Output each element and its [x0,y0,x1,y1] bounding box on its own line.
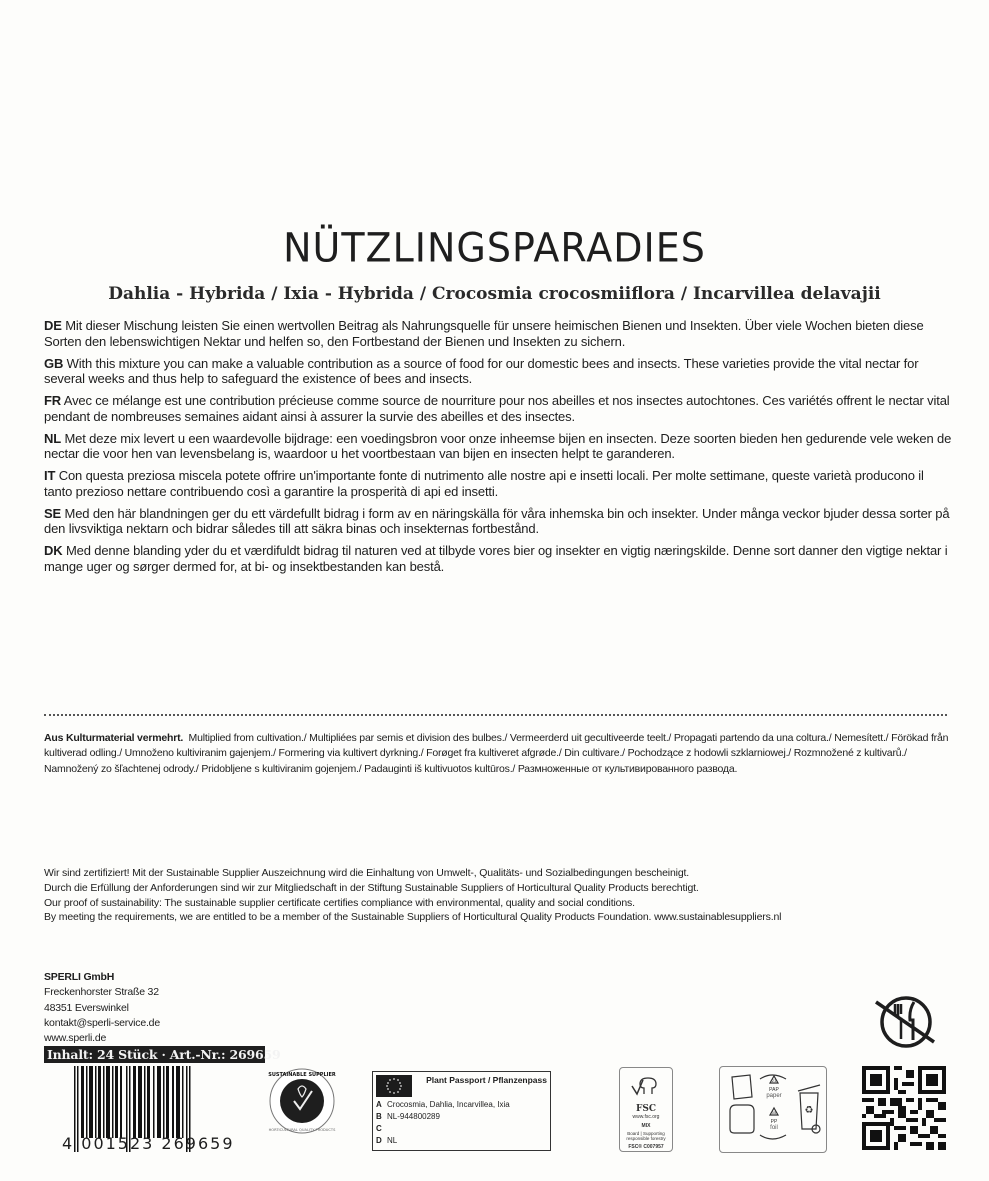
description-de [44,318,954,349]
fsc-type: MIX [641,1123,651,1129]
company-name: SPERLI GmbH [44,971,115,983]
description-fr [44,393,954,424]
svg-text:HORTICULTURAL QUALITY PRODUCTS: HORTICULTURAL QUALITY PRODUCTS [268,1128,336,1132]
description-text: Con questa preziosa miscela potete offrire un'importante fonte di nutrimento alle nostre api e insetti locali. Per molte settimane, queste varietà producono il tanto prezioso nettare contribuendo così a garantire la prosperità di api ed insetti. [44,468,924,499]
language-code: GB [44,355,64,371]
cert-line: Durch die Erfüllung der Anforderungen sind wir zur Mitgliedschaft in der Stiftung Sustainable Suppliers of Horticultural Quality Products berechtigt. [44,881,699,894]
product-title: NÜTZLINGSPARADIES [283,224,706,272]
cultivation-text: Multiplied from cultivation./ Multipliées par semis et division des bulbes./ Vermeerderd uit gecultiveerde teelt./ Propagati partendo da una coltura./ Nemesített./ Förökad från kultiverad odling./ Umnoženo kultiviranim gajenjem./ Formering via kultivert dyrkning./ Forøget fra kultiveret afgrøde./ Din cultivare./ Pochodzące z hodowli szklarniowej./ Rozmnožené z kultivarů./ Namnožený zo šľachtenej odrody./ Pridobljene s kultiviranim gojenjem./ Padauginti iš kultivuotos kultūros./ Размноженные от культивированного развода. [44,732,949,775]
passport-row-c: C [376,1124,382,1133]
description-text: Mit dieser Mischung leisten Sie einen wertvollen Beitrag als Nahrungsquelle für unsere heimischen Bienen und Insekten. Über viele Wochen bieten diese Sorten den lebenswichtigen Nektar und helfen so, den Fortbestand der Bienen und Insekten zu sichern. [44,318,924,349]
cert-line: Our proof of sustainability: The sustainable supplier certificate certifies compliance with environmental, quality and social conditions. [44,896,635,909]
plant-passport [372,1071,551,1151]
svg-text:SUSTAINABLE SUPPLIER: SUSTAINABLE SUPPLIER [268,1072,336,1078]
language-code: SE [44,505,62,521]
passport-row-d: D NL [376,1136,398,1145]
description-it [44,468,954,499]
company-email: kontakt@sperli-service.de [44,1016,160,1029]
dotted-divider [44,714,947,716]
description-se [44,506,954,537]
description-nl [44,431,954,462]
description-text: Med denne blanding yder du et værdifuldt bidrag til naturen ved at tilbyde vores bier og insekter en vigtig næringskilde. Denne sort danner den vigtige nektar i mange uger og sørger dermed for, at bi- og insektbestanden kan bestå. [44,543,948,574]
description-text: Avec ce mélange est une contribution précieuse comme source de nourriture pour nos abeilles et nos insectes autochtones. Ces variétés offrent le nectar vital pendant de nombreuses semaines aidant ainsi à assurer la survie des abeilles et des insectes. [44,393,950,424]
product-subtitle-species: Dahlia - Hybrida / Ixia - Hybrida / Crocosmia crocosmiiflora / Incarvillea delavajii [108,284,881,304]
cultivation-note [44,731,949,777]
language-code: NL [44,430,62,446]
company-website: www.sperli.de [44,1032,107,1045]
multilingual-descriptions [44,318,954,581]
svg-text:PP: PP [770,1119,778,1125]
fsc-claim: Board | Supporting responsible forestry [626,1131,666,1141]
company-address [44,970,160,1046]
fsc-code: FSC® C007957 [628,1144,664,1150]
description-text: With this mixture you can make a valuable contribution as a source of food for our domestic bees and insects. These varieties provide the vital nectar for several weeks and thus help to safeguard the existence of bees and insects. [44,355,919,386]
no-fork-knife-icon [872,990,936,1052]
sustainable-supplier-badge-icon [268,1067,336,1135]
content-article-bar: Inhalt: 24 Stück · Art.-Nr.: 269659 [44,1046,265,1063]
language-code: IT [44,468,56,483]
certification-text [44,866,949,925]
cert-line: By meeting the requirements, we are entitled to be a member of the Sustainable Suppliers of Horticultural Quality Products Foundation. www.sustainablesuppliers.nl [44,911,782,924]
eu-flag-icon [376,1075,412,1097]
svg-text:PAP: PAP [769,1087,779,1093]
qr-code-icon[interactable] [862,1066,946,1150]
description-dk [44,543,954,574]
description-text: Med den här blandningen ger du ett värdefullt bidrag i form av en näringskälla för våra inhemska bin och insekter. Under många veckor bjuder dessa sorter på den livsviktiga nektarn och bidrar således till att säkra binas och insekternas fortbestånd. [44,505,950,536]
passport-title: Plant Passport / Pflanzenpass [426,1075,547,1085]
passport-row-a: A Crocosmia, Dahlia, Incarvillea, Ixia [376,1100,510,1109]
svg-text:21: 21 [771,1078,777,1083]
svg-text:♻: ♻ [804,1105,814,1116]
fsc-label [619,1067,673,1152]
language-code: DE [44,318,62,333]
language-code: FR [44,393,62,408]
language-code: DK [44,543,63,558]
svg-text:05: 05 [771,1110,777,1115]
fsc-site: www.fsc.org [632,1114,660,1120]
recycling-icon [720,1067,826,1152]
description-text: Met deze mix levert u een waardevolle bijdrage: een voedingsbron voor onze inheemse bijen en insecten. Deze soorten bieden hen gedurende vele weken de nectar die voor hen van levensbelang is, waardoor u het voortbestaan van bijen en insecten helpt te garanderen. [44,430,952,461]
recycling-info [719,1066,827,1153]
description-gb [44,356,954,387]
cert-line: Wir sind zertifiziert! Mit der Sustainable Supplier Auszeichnung wird die Einhaltung von Umwelt-, Qualitäts- und Sozialbedingungen bescheinigt. [44,867,690,879]
svg-text:foil: foil [770,1125,778,1131]
svg-text:paper: paper [766,1093,782,1099]
passport-row-b: B NL-944800289 [376,1112,440,1121]
fsc-tree-icon [626,1072,666,1102]
company-city: 48351 Everswinkel [44,1001,129,1014]
cultivation-lead: Aus Kulturmaterial vermehrt. [44,732,184,744]
company-street: Freckenhorster Straße 32 [44,986,159,999]
barcode-number: 4 001523 269659 [62,1134,235,1153]
fsc-brand: FSC [635,1104,657,1114]
